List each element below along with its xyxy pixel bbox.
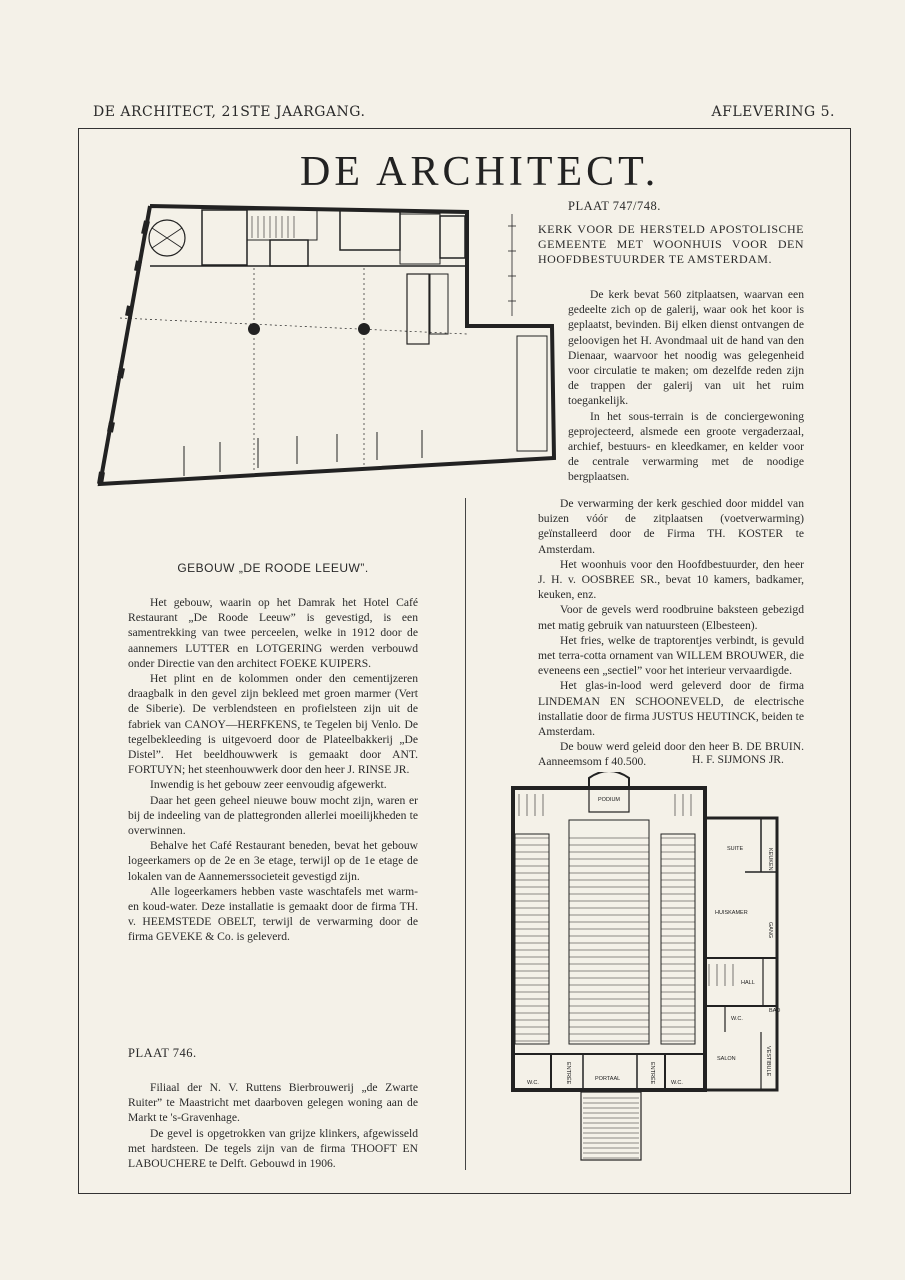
paragraph: Alle logeerkamers hebben vaste waschtafels met warm- en koud-water. Deze installatie is gemaakt door de firma TH. v. HEEMSTEDE OBELT, terwijl de verwarming door de firma GEVEKE & Co. is geleverd. [128, 884, 418, 944]
label-portaal: PORTAAL [595, 1076, 621, 1082]
label-gang: GANG [767, 922, 773, 939]
label-wc-left: W.C. [527, 1080, 539, 1086]
label-wc-house: W.C. [731, 1016, 743, 1022]
paragraph: Voor de gevels werd roodbruine baksteen gebezigd met matig gebruik van natuursteen (Elbesteen). [538, 603, 804, 632]
paragraph: Het glas-in-lood werd geleverd door de firma LINDEMAN EN SCHOONEVELD, de electrische installatie door de firma JUSTUS HEUTINCK, beiden te Amsterdam. [538, 679, 804, 739]
plate-747-text-top [568, 287, 804, 485]
label-entree-right: ENTRÉE [649, 1062, 655, 1085]
signature: H. F. SIJMONS JR. [692, 753, 784, 766]
label-entree-left: ENTRÉE [565, 1062, 571, 1085]
label-podium: PODIUM [598, 797, 620, 803]
paragraph: De bouw werd geleid door den heer B. DE BRUIN. Aanneemsom f 40.500. [538, 740, 804, 769]
roode-leeuw-text [128, 595, 418, 945]
page-header-right: AFLEVERING 5. [711, 104, 835, 120]
label-keuken: KEUKEN [767, 848, 773, 871]
paragraph: Behalve het Café Restaurant beneden, bevat het gebouw logeerkamers op de 2e en 3e etage, terwijl op de 1e etage de lokalen van de Aannemerssocieteit gevestigd zijn. [128, 839, 418, 883]
label-vestibule: VESTIBULE [765, 1046, 771, 1077]
label-suite: SUITE [727, 846, 744, 852]
paragraph: Filiaal der N. V. Ruttens Bierbrouwerij „de Zwarte Ruiter” te Maastricht met daarboven gelegen woning aan de Markt te 's-Gravenhage. [128, 1081, 418, 1125]
paragraph: Het fries, welke de traptorentjes verbindt, is gevuld met terra-cotta ornament van WILLEM BROUWER, die eveneens een „sectiel” voor het interieur vervaardigde. [538, 633, 804, 678]
plate-746-text [128, 1080, 418, 1171]
roode-leeuw-title: GEBOUW „DE ROODE LEEUW”. [177, 561, 369, 575]
plate-746-heading: PLAAT 746. [128, 1046, 197, 1060]
label-wc-right: W.C. [671, 1080, 683, 1086]
plate-747-title: KERK VOOR DE HERSTELD APOSTOLISCHE GEMEENTE MET WOONHUIS VOOR DEN HOOFDBESTUURDER TE AMSTERDAM. [538, 222, 804, 266]
column-divider [465, 498, 466, 1170]
paragraph: De verwarming der kerk geschied door middel van buizen vóór de zitplaatsen (voetverwarming) geïnstalleerd door de Firma TH. KOSTER te Amsterdam. [538, 497, 804, 556]
page-header-left: DE ARCHITECT, 21STE JAARGANG. [93, 104, 366, 120]
paragraph: Daar het geen geheel nieuwe bouw mocht zijn, waren er bij de indeeling van de plattegronden allerlei moeilijkheden te overwinnen. [128, 793, 418, 838]
paragraph: Inwendig is het gebouw zeer eenvoudig afgewerkt. [150, 778, 387, 792]
paragraph: Het gebouw, waarin op het Damrak het Hotel Café Restaurant „De Roode Leeuw” is gevestigd, is een samentrekking van twee perceelen, welke in 1912 door de aannemers LUTTER en LOTGERING werden verbouwd onder Directie van den architect FOEKE KUIPERS. [128, 596, 418, 670]
plate-747-text-bottom [538, 496, 804, 770]
paragraph: Het woonhuis voor den Hoofdbestuurder, den heer J. H. v. OOSBREE SR., bevat 10 kamers, badkamer, keuken, enz. [538, 557, 804, 602]
floorplan-roode-leeuw [92, 196, 562, 492]
paragraph: De gevel is opgetrokken van grijze klinkers, afgewisseld met hardsteen. De tegels zijn van de firma THOOFT EN LABOUCHERE te Delft. Gebouwd in 1906. [128, 1126, 418, 1171]
label-huiskamer: HUISKAMER [715, 910, 748, 916]
paragraph: De kerk bevat 560 zitplaatsen, waarvan een gedeelte zich op de galerij, waar ook het koor is geplaatst, bevinden. Bij elken dienst ontvangen de geloovigen het H. Avondmaal uit de hand van den Dienaar, waarvoor het noodig was gelegenheid voor circulatie te maken; om dezelfde reden zijn de trappen der galerij van uit het ruim toegankelijk. [568, 288, 804, 408]
floorplan-church [505, 772, 805, 1162]
paragraph: Het plint en de kolommen onder den cementijzeren draagbalk in den gevel zijn bekleed met groen marmer (Vert de Siberie). De verblendsteen en profielsteen zijn uit de fabriek van CANOY—HERFKENS, te Tegelen bij Venlo. De tegelbekleeding is uitgevoerd door de Plateelbakkerij „De Distel”. Het beeldhouwwerk is gemaakt door ANT. FORTUYN; het steenhouwwerk door den heer J. RINSE JR. [128, 672, 418, 777]
label-hall: HALL [741, 980, 755, 986]
label-bad: BAD [769, 1008, 781, 1014]
plate-747-heading: PLAAT 747/748. [568, 199, 661, 213]
masthead-title: DE ARCHITECT. [300, 149, 660, 195]
label-salon: SALON [717, 1056, 736, 1062]
paragraph: In het sous-terrain is de conciergewoning geprojecteerd, alsmede een groote vergaderzaal, archief, bestuurs- en kleedkamer, en kelder voor de centrale verwarming met de noodige bergplaatsen. [568, 409, 804, 484]
